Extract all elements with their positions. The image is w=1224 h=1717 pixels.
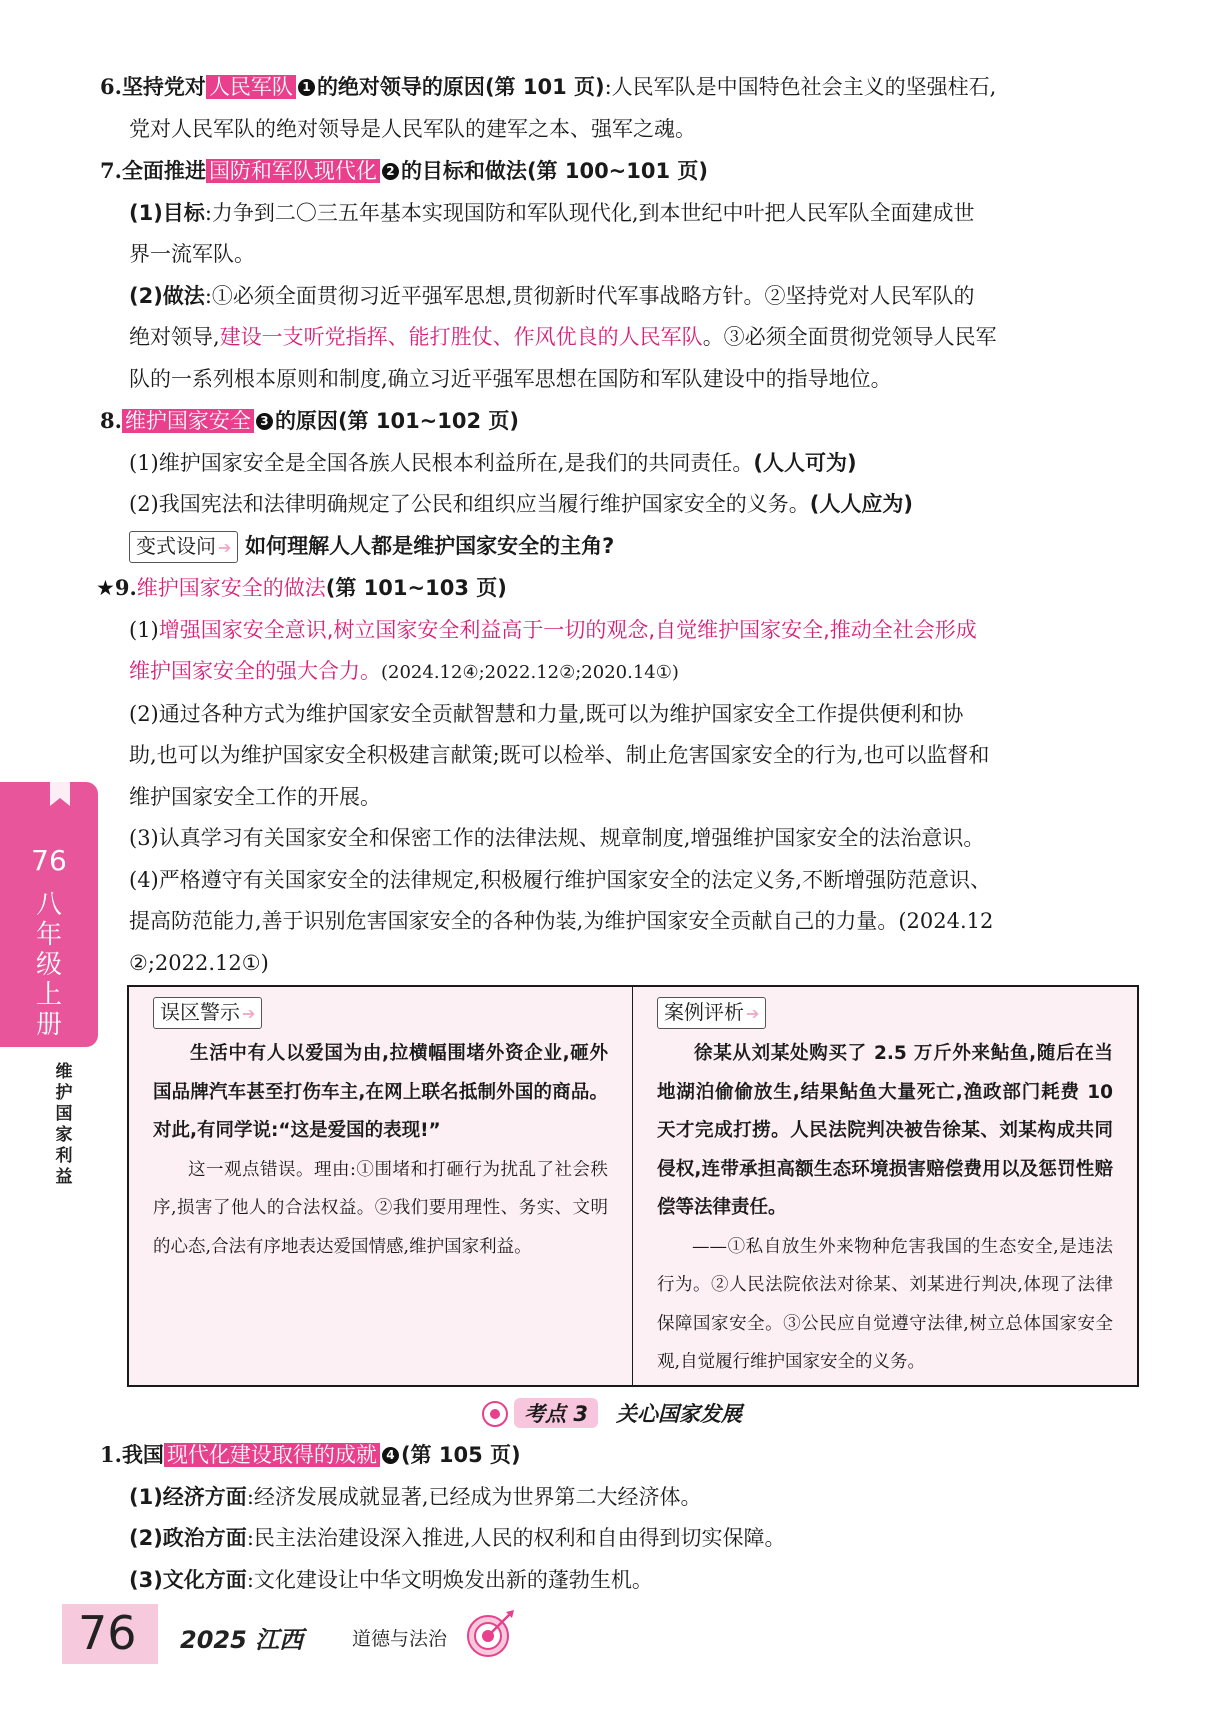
item-9-way-2: (2)通过各种方式为维护国家安全贡献智慧和力量,既可以为维护国家安全工作提供便利和协 — [129, 701, 964, 726]
item-7-method: (2)做法:①必须全面贯彻习近平强军思想,贯彻新时代军事战略方针。②坚持党对人民军队的 — [129, 283, 975, 308]
k3-politics: (2)政治方面:民主法治建设深入推进,人民的权利和自由得到切实保障。 — [129, 1526, 786, 1550]
item-9-heading: ★9.维护国家安全的做法(第 101~103 页) — [96, 575, 507, 600]
item-7-method-cont2: 队的一系列根本原则和制度,确立习近平强军思想在国防和军队建设中的指导地位。 — [129, 366, 892, 391]
footnote-marker: 3 — [256, 413, 273, 430]
arrow-icon: ➔ — [746, 1004, 760, 1023]
item-9-way-4-cont2: ②;2022.12①) — [129, 950, 269, 975]
item-8-reason-2: (2)我国宪法和法律明确规定了公民和组织应当履行维护国家安全的义务。(人人应为) — [129, 492, 913, 516]
footnote-marker: 4 — [382, 1447, 399, 1464]
case-tag: 案例评析 ➔ — [657, 997, 766, 1029]
side-page-number: 76 — [31, 844, 67, 877]
side-unit: 维 护 国 家 利 益 — [55, 1062, 73, 1187]
section-3-content — [100, 1434, 1140, 1601]
item-8-heading: 8. 维护国家安全 3 的原因(第 101~102 页) — [100, 408, 520, 433]
item-8-reason-1: (1)维护国家安全是全国各族人民根本利益所在,是我们的共同责任。(人人可为) — [129, 450, 857, 475]
arrow-icon: ➔ — [242, 1004, 256, 1023]
item-7-goal: (1)目标:力争到二〇三五年基本实现国防和军队现代化,到本世纪中叶把人民军队全面建成世 — [129, 200, 975, 225]
item-9-way-2-cont: 助,也可以为维护国家安全积极建言献策;既可以检举、制止危害国家安全的行为,也可以监督和 — [129, 743, 990, 767]
item-9-way-4-cont: 提高防范能力,善于识别危害国家安全的各种伪装,为维护国家安全贡献自己的力量。(2024.12 — [129, 909, 994, 933]
variant-question: 变式设问 ➔ 如何理解人人都是维护国家安全的主角? — [100, 526, 1140, 568]
target-icon — [482, 1401, 508, 1427]
case-reason: ——①私自放生外来物种危害我国的生态安全,是违法行为。②人民法院依法对徐某、刘某进行判决,体现了法律保障国家安全。③公民应自觉遵守法律,树立总体国家安全观,自觉履行维护国家安全的义务。 — [657, 1236, 1113, 1372]
item-9-way-2-cont2: 维护国家安全工作的开展。 — [129, 784, 381, 809]
item-7-heading: 7.全面推进 国防和军队现代化 2 的目标和做法(第 100~101 页) — [100, 158, 709, 183]
target-icon — [466, 1608, 516, 1658]
arrow-icon: ➔ — [218, 537, 232, 557]
analysis-box — [127, 985, 1139, 1387]
misconception-text: 生活中有人以爱国为由,拉横幅围堵外资企业,砸外国品牌汽车甚至打伤车主,在网上联名抵制外国的商品。对此,有同学说:“这是爱国的表现!” — [153, 1043, 608, 1141]
item-6-text: 党对人民军队的绝对领导是人民军队的建军之本、强军之魂。 — [129, 116, 696, 141]
case-text: 徐某从刘某处购买了 2.5 万斤外来鲇鱼,随后在当地湖泊偷偷放生,结果鲇鱼大量死亡,渔政部门耗费 10 天才完成打捞。人民法院判决被告徐某、刘某构成共同侵权,连带承担高额生态环境损害赔偿费用以及惩罚性赔偿等法律责任。 — [657, 1043, 1113, 1218]
footnote-marker: 2 — [382, 163, 399, 180]
misconception-reason: 这一观点错误。理由:①围堵和打砸行为扰乱了社会秩序,损害了他人的合法权益。②我们要用理性、务实、文明的心态,合法有序地表达爱国情感,维护国家利益。 — [153, 1159, 608, 1257]
footer-edition: 2025 江西 — [180, 1626, 304, 1654]
section-title: 关心国家发展 — [615, 1402, 742, 1426]
bookmark-icon — [50, 782, 70, 806]
item-9-way-3: (3)认真学习有关国家安全和保密工作的法律法规、规章制度,增强维护国家安全的法治意识。 — [129, 826, 985, 850]
variant-tag: 变式设问 ➔ — [129, 531, 238, 563]
highlight-term: 现代化建设取得的成就 — [164, 1443, 380, 1467]
section-label: 考点 3 — [514, 1398, 598, 1428]
item-9-way-1: (1)增强国家安全意识,树立国家安全利益高于一切的观念,自觉维护国家安全,推动全社会形成 — [129, 617, 977, 642]
section-header — [0, 1398, 1224, 1428]
footer-subject: 道德与法治 — [352, 1628, 448, 1650]
item-6-heading: 6.坚持党对 人民军队 1 的绝对领导的原因(第 101 页):人民军队是中国特色社会主义的坚强柱石, — [100, 74, 997, 99]
item-9-way-1-cont: 维护国家安全的强大合力。(2024.12④;2022.12②;2020.14①) — [129, 659, 679, 683]
star-icon: ★ — [96, 576, 115, 600]
item-7-method-cont: 绝对领导,建设一支听党指挥、能打胜仗、作风优良的人民军队。③必须全面贯彻党领导人民军 — [129, 325, 997, 349]
highlight-term: 国防和军队现代化 — [206, 159, 380, 183]
item-9-way-4: (4)严格遵守有关国家安全的法律规定,积极履行维护国家安全的法定义务,不断增强防范意识、 — [129, 867, 992, 892]
footnote-marker: 1 — [298, 79, 315, 96]
highlight-term: 维护国家安全 — [122, 409, 254, 433]
side-grade: 八 年 级 上 册 — [35, 890, 62, 1040]
k3-culture: (3)文化方面:文化建设让中华文明焕发出新的蓬勃生机。 — [129, 1567, 653, 1592]
k3-economy: (1)经济方面:经济发展成就显著,已经成为世界第二大经济体。 — [129, 1484, 702, 1509]
k3-item-1-heading: 1.我国 现代化建设取得的成就 4 (第 105 页) — [100, 1442, 521, 1467]
pink-emphasis: 建设一支听党指挥、能打胜仗、作风优良的人民军队 — [219, 325, 703, 349]
footer-page-number: 76 — [78, 1606, 137, 1660]
side-tab — [0, 782, 98, 1047]
misconception-column — [129, 987, 633, 1385]
highlight-term: 人民军队 — [206, 75, 296, 99]
main-content — [96, 66, 1140, 984]
page-footer — [62, 1604, 562, 1664]
item-7-goal-cont: 界一流军队。 — [129, 242, 255, 266]
misconception-tag: 误区警示 ➔ — [153, 997, 262, 1029]
case-column — [633, 987, 1137, 1385]
